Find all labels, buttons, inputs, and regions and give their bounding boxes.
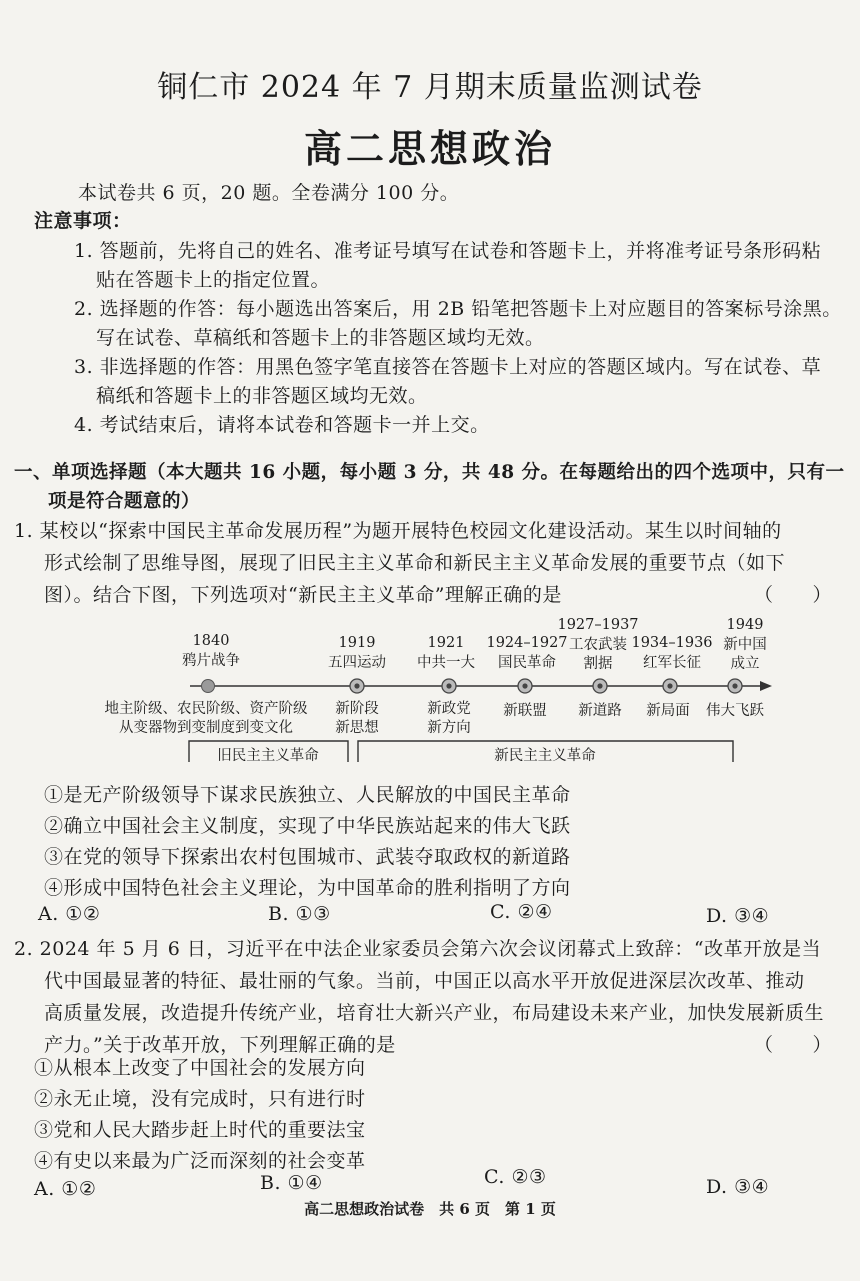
timeline-node-dot — [202, 680, 215, 693]
page-footer: 高二思想政治试卷 共 6 页 第 1 页 — [304, 1200, 556, 1218]
timeline-year: 1934–1936 — [631, 635, 713, 651]
timeline-below: 新政党 — [427, 701, 471, 717]
q2-choice-b: B. ①④ — [260, 1172, 323, 1194]
q2-stem-line: 产力。”关于改革开放，下列理解正确的是 — [44, 1034, 396, 1056]
notice-line: 稿纸和答题卡上的非答题区域均无效。 — [96, 385, 428, 407]
section-heading-cont: 项是符合题意的） — [48, 491, 201, 512]
q1-answer-bracket: （ ） — [754, 584, 833, 606]
timeline-year: 1927–1937 — [557, 617, 639, 633]
timeline-below: 新道路 — [578, 703, 622, 719]
timeline-node-dot — [442, 679, 456, 693]
q1-choice-c: C. ②④ — [490, 901, 553, 923]
timeline-below: 地主阶级、农民阶级、资产阶级 — [104, 701, 308, 717]
notice-line: 写在试卷、草稿纸和答题卡上的非答题区域均无效。 — [96, 327, 545, 349]
timeline-event-line2: 割据 — [583, 656, 613, 672]
section-heading: 一、单项选择题（本大题共 16 小题，每小题 3 分，共 48 分。在每题给出的四个选项中，只有一 — [14, 462, 845, 483]
subject-title: 高二思想政治 — [303, 126, 556, 171]
timeline-event-line1: 新中国 — [723, 637, 767, 653]
timeline-event: 红军长征 — [643, 655, 701, 671]
exam-title: 铜仁市 2024 年 7 月期末质量监测试卷 — [157, 70, 703, 105]
notice-line: 1. 答题前，先将自己的姓名、准考证号填写在试卷和答题卡上，并将准考证号条形码粘 — [74, 240, 822, 262]
timeline-below: 新阶段 — [335, 701, 379, 717]
timeline-year: 1919 — [338, 635, 376, 651]
timeline-event-line1: 工农武装 — [569, 637, 627, 653]
timeline-event: 国民革命 — [498, 655, 556, 671]
q1-option: ③在党的领导下探索出农村包围城市、武装夺取政权的新道路 — [44, 846, 571, 868]
q1-choice-a: A. ①② — [38, 903, 101, 925]
q1-stem-line: 图）。结合下图，下列选项对“新民主主义革命”理解正确的是 — [44, 584, 562, 606]
notice-line: 3. 非选择题的作答：用黑色签字笔直接答在答题卡上对应的答题区域内。写在试卷、草 — [74, 356, 822, 378]
intro-text: 本试卷共 6 页，20 题。全卷满分 100 分。 — [78, 182, 460, 204]
q2-choice-a: A. ①② — [34, 1178, 97, 1200]
q2-option: ②永无止境，没有完成时，只有进行时 — [34, 1088, 366, 1110]
timeline-year: 1840 — [192, 633, 230, 649]
timeline-year: 1921 — [427, 635, 465, 651]
q1-choice-b: B. ①③ — [268, 903, 331, 925]
notice-line: 4. 考试结束后，请将本试卷和答题卡一并上交。 — [74, 414, 490, 436]
timeline-below: 新方向 — [427, 720, 471, 736]
timeline-event-line2: 成立 — [730, 656, 760, 672]
q1-stem-line: 形式绘制了思维导图，展现了旧民主主义革命和新民主主义革命发展的重要节点（如下 — [44, 552, 786, 574]
q2-stem-line: 代中国最显著的特征、最壮丽的气象。当前，中国正以高水平开放促进深层次改革、推动 — [44, 970, 805, 992]
timeline-event: 鸦片战争 — [182, 653, 240, 669]
old-revolution-label: 旧民主主义革命 — [213, 747, 323, 766]
q2-choice-d: D. ③④ — [706, 1176, 770, 1198]
q2-stem-line: 高质量发展，改造提升传统产业，培育壮大新兴产业，布局建设未来产业，加快发展新质生 — [44, 1002, 825, 1024]
notice-line: 贴在答题卡上的指定位置。 — [96, 269, 331, 291]
timeline-below: 伟大飞跃 — [706, 703, 764, 719]
q2-option: ④有史以来最为广泛而深刻的社会变革 — [34, 1150, 366, 1172]
timeline-below: 新局面 — [646, 703, 690, 719]
timeline-node-dot — [663, 679, 677, 693]
q1-stem-line: 1. 某校以“探索中国民主革命发展历程”为题开展特色校园文化建设活动。某生以时间轴的 — [14, 520, 782, 542]
q1-choice-d: D. ③④ — [706, 905, 770, 927]
q2-option: ③党和人民大踏步赶上时代的重要法宝 — [34, 1119, 366, 1141]
timeline-node-dot — [350, 679, 364, 693]
q2-answer-bracket: （ ） — [754, 1034, 833, 1056]
timeline-event: 中共一大 — [417, 655, 475, 671]
timeline-year: 1924–1927 — [486, 635, 568, 651]
q2-stem-line: 2. 2024 年 5 月 6 日，习近平在中法企业家委员会第六次会议闭幕式上致辞：“改革开放是当 — [14, 938, 822, 960]
timeline-below: 新联盟 — [503, 703, 547, 719]
timeline-below: 从变器物到变制度到变文化 — [119, 720, 293, 736]
timeline-node-dot — [593, 679, 607, 693]
new-revolution-label: 新民主主义革命 — [490, 747, 600, 766]
q1-option: ②确立中国社会主义制度，实现了中华民族站起来的伟大飞跃 — [44, 815, 571, 837]
notice-heading: 注意事项： — [34, 210, 132, 232]
q1-option: ①是无产阶级领导下谋求民族独立、人民解放的中国民主革命 — [44, 784, 571, 806]
q2-option: ①从根本上改变了中国社会的发展方向 — [34, 1057, 366, 1079]
timeline-node-dot — [728, 679, 742, 693]
timeline-diagram — [0, 600, 860, 780]
timeline-year: 1949 — [726, 617, 764, 633]
timeline-event: 五四运动 — [328, 655, 386, 671]
timeline-node-dot — [518, 679, 532, 693]
q2-choice-c: C. ②③ — [484, 1166, 547, 1188]
notice-line: 2. 选择题的作答：每小题选出答案后，用 2B 铅笔把答题卡上对应题目的答案标号涂黑。 — [74, 298, 842, 320]
timeline-below: 新思想 — [335, 720, 379, 736]
q1-option: ④形成中国特色社会主义理论，为中国革命的胜利指明了方向 — [44, 877, 571, 899]
